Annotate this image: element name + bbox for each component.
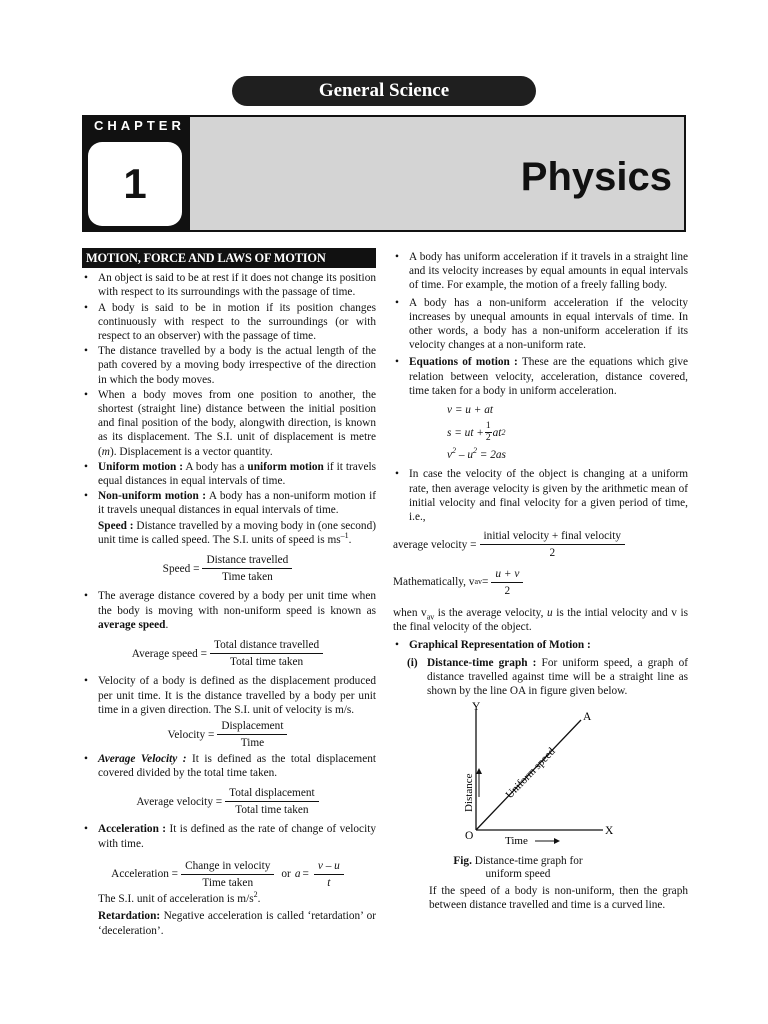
graph-line-label: Uniform speed	[503, 745, 558, 802]
paragraph-average-velocity: • Average Velocity : It is defined as the total displacement covered divided by the total time taken.	[82, 752, 376, 780]
distance-time-graph	[393, 702, 688, 882]
formula-average-velocity-mean: average velocity = $\frac{\text{initial velocity + final velocity}}{2}$	[393, 529, 688, 560]
equations-list	[393, 403, 688, 462]
paragraph-uniform-motion: • Uniform motion : A body has a uniform motion if it travels equal distances in equal intervals of time.	[82, 460, 376, 488]
paragraph-average-speed: • The average distance covered by a body per unit time when the body is moving with non-uniform speed is known as average speed.	[82, 589, 376, 632]
paragraph-distance: • The distance travelled by a body is the actual length of the path covered by a moving body irrespective of the direction in which the body moves.	[82, 344, 376, 387]
distance-arrowhead	[476, 768, 482, 774]
paragraph-velocity: • Velocity of a body is defined as the displacement produced per unit time. It is the distance travelled by a body per unit time in a given direction. The S.I. unit of velocity is m/s.	[82, 674, 376, 717]
right-column	[393, 250, 688, 913]
paragraph-graphical-heading: • Graphical Representation of Motion :	[393, 638, 688, 652]
graph-time-label: Time	[505, 835, 528, 848]
paragraph-average-velocity-mean: • In case the velocity of the object is changing at a uniform rate, then average velocity is given by the arithmetic mean of initial velocity and final velocity for a given period of time, i.e.,	[393, 467, 688, 524]
subject-banner	[232, 76, 536, 106]
paragraph-uniform-acceleration: • A body has uniform acceleration if it travels in a straight line and its velocity increases by equal amounts in equal intervals of time. For example, the motion of a freely falling body.	[393, 250, 688, 293]
paragraph-nonuniform-acceleration: • A body has a non-uniform acceleration if the velocity increases by unequal amounts in equal intervals of time. In other words, a body has a non-uniform acceleration if its velocity changes at a non-uniform rate.	[393, 296, 688, 353]
paragraph-equations-of-motion: • Equations of motion : These are the equations which give relation between velocity, acceleration, distance covered, time taken for a body in uniform acceleration.	[393, 355, 688, 398]
graph-label-y: Y	[472, 702, 481, 714]
graph-label-o: O	[465, 830, 474, 843]
paragraph-motion: • A body is said to be in motion if its position changes continuously with respect to the surroundings (or with respect to an observer) with the passage of time.	[82, 301, 376, 344]
chapter-title-band	[190, 115, 686, 232]
graph-label-x: X	[605, 825, 614, 838]
paragraph-when: when $v_{av}$ is the average velocity, u is the intial velocity and v is the final velocity of the object.	[393, 607, 688, 634]
left-column	[82, 248, 376, 938]
paragraph-acceleration-unit: The S.I. unit of acceleration is $m/s^2$.	[98, 890, 261, 906]
paragraph-displacement: • When a body moves from one position to another, the shortest (straight line) distance between the initial position and final position of the body, alongwith direction, is known as its displacement. The S.I. unit of displacement is metre (m). Displacement is a vector quantity.	[82, 388, 376, 459]
paragraph-rest: • An object is said to be at rest if it does not change its position with respect to its surroundings with the passage of time.	[82, 271, 376, 299]
equation-second: s = ut + $\frac{1}{2}$ at 2	[447, 421, 506, 444]
chapter-label: CHAPTER	[94, 118, 185, 133]
chapter-title: Physics	[520, 155, 672, 199]
paragraph-retardation: Retardation: Negative acceleration is called ‘retardation’ or ‘deceleration’.	[98, 910, 376, 937]
paragraph-nonuniform-motion: • Non-uniform motion : A body has a non-uniform motion if it travels unequal distances in equal intervals of time.	[82, 489, 376, 517]
equation-third: $v^2 - u^2 = 2as$	[447, 446, 506, 462]
formula-velocity: Velocity = $\frac{\text{Displacement}}{\text{Time}}$	[82, 719, 376, 750]
graph-distance-label: Distance	[463, 773, 475, 813]
paragraph-acceleration: • Acceleration : It is defined as the rate of change of velocity with time.	[82, 822, 376, 850]
time-arrowhead	[554, 838, 560, 844]
equation-first: v = u + at	[447, 404, 493, 417]
section-heading: MOTION, FORCE AND LAWS OF MOTION	[82, 248, 376, 268]
graph-label-a: A	[583, 711, 592, 724]
formula-speed: Speed = $\frac{\text{Distance travelled}}{\text{Time taken}}$	[82, 553, 376, 584]
formula-average-velocity: Average velocity = $\frac{\text{Total displacement}}{\text{Total time taken}}$	[82, 786, 376, 817]
chapter-number: 1	[123, 160, 147, 207]
paragraph-distance-time-graph: (i) Distance-time graph : For uniform speed, a graph of distance travelled against time will be a straight line as shown by the line OA in figure given below.	[407, 656, 688, 698]
subject-title: General Science	[318, 80, 450, 101]
formula-acceleration: Acceleration = $\frac{\text{Change in velocity}}{\text{Time taken}}$ or a = $\frac{v - u}{t}$	[82, 859, 376, 890]
figure-caption: Fig. Distance-time graph for uniform speed	[453, 855, 583, 881]
paragraph-nonuniform-graph: If the speed of a body is non-uniform, then the graph between distance travelled and time is a curved line.	[429, 885, 688, 912]
formula-mathematically: Mathematically, v av = $\frac{u + v}{2}$	[393, 567, 688, 598]
paragraph-speed: Speed : Distance travelled by a moving body in (one second) unit time is called speed. The S.I. units of speed is $ms^{-1}$.	[98, 519, 376, 546]
formula-average-speed: Average speed = $\frac{\text{Total distance travelled}}{\text{Total time taken}}$	[82, 638, 376, 669]
